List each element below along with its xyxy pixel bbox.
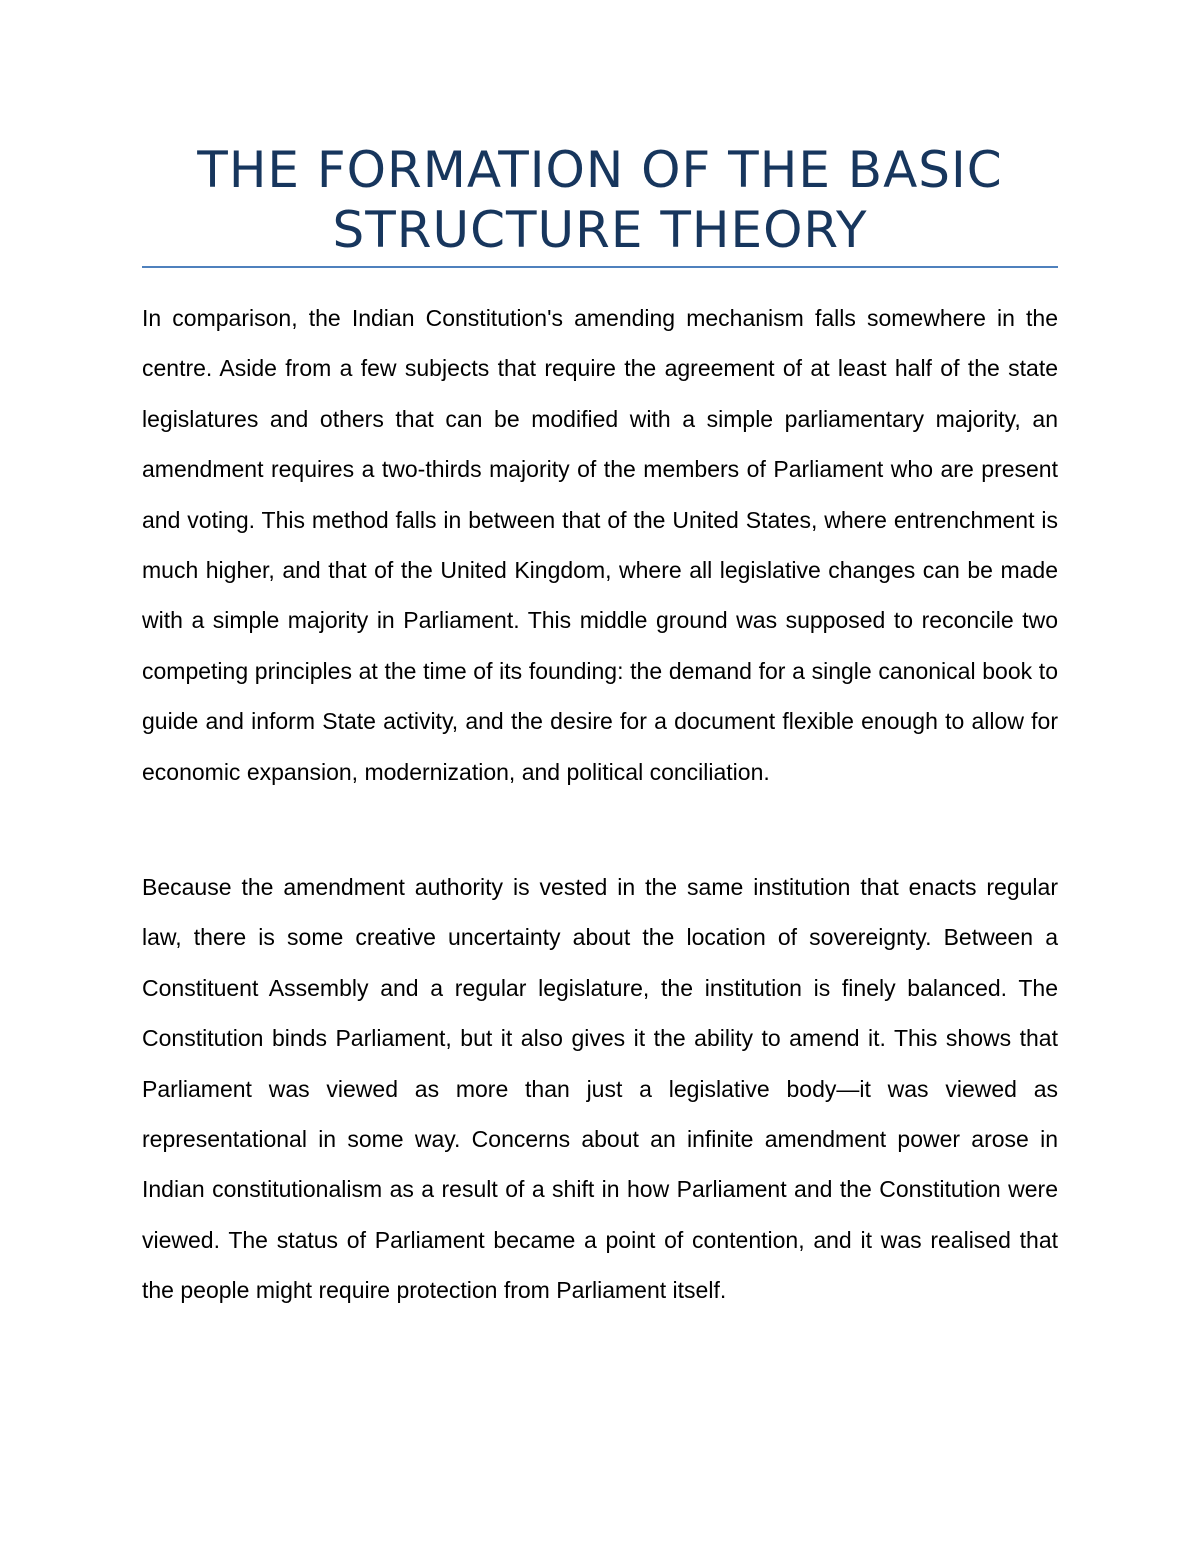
body-paragraph-1: In comparison, the Indian Constitution's amending mechanism falls somewhere in the centre. Aside from a few subjects that require the agreement of at least half of the state legislatures and others that can be modified with a simple parliamentary majority, an amendment requires a two-thirds majority of the members of Parliament who are present and voting. This method falls in between that of the United States, where entrenchment is much higher, and that of the United Kingdom, where all legislative changes can be made with a simple majority in Parliament. This middle ground was supposed to reconcile two competing principles at the time of its founding: the demand for a single canonical book to guide and inform State activity, and the desire for a document flexible enough to allow for economic expansion, modernization, and political conciliation. [142, 305, 1058, 785]
body-paragraph-2: Because the amendment authority is vested in the same institution that enacts regular law, there is some creative uncertainty about the location of sovereignty. Between a Constituent Assembly and a regular legislature, the institution is finely balanced. The Constitution binds Parliament, but it also gives it the ability to amend it. This shows that Parliament was viewed as more than just a legislative body—it was viewed as representational in some way. Concerns about an infinite amendment power arose in Indian constitutionalism as a result of a shift in how Parliament and the Constitution were viewed. The status of Parliament became a point of contention, and it was realised that the people might require protection from Parliament itself. [142, 874, 1058, 1304]
title-underline-divider [142, 266, 1058, 268]
document-title: THE FORMATION OF THE BASIC STRUCTURE THEORY [197, 141, 1003, 259]
